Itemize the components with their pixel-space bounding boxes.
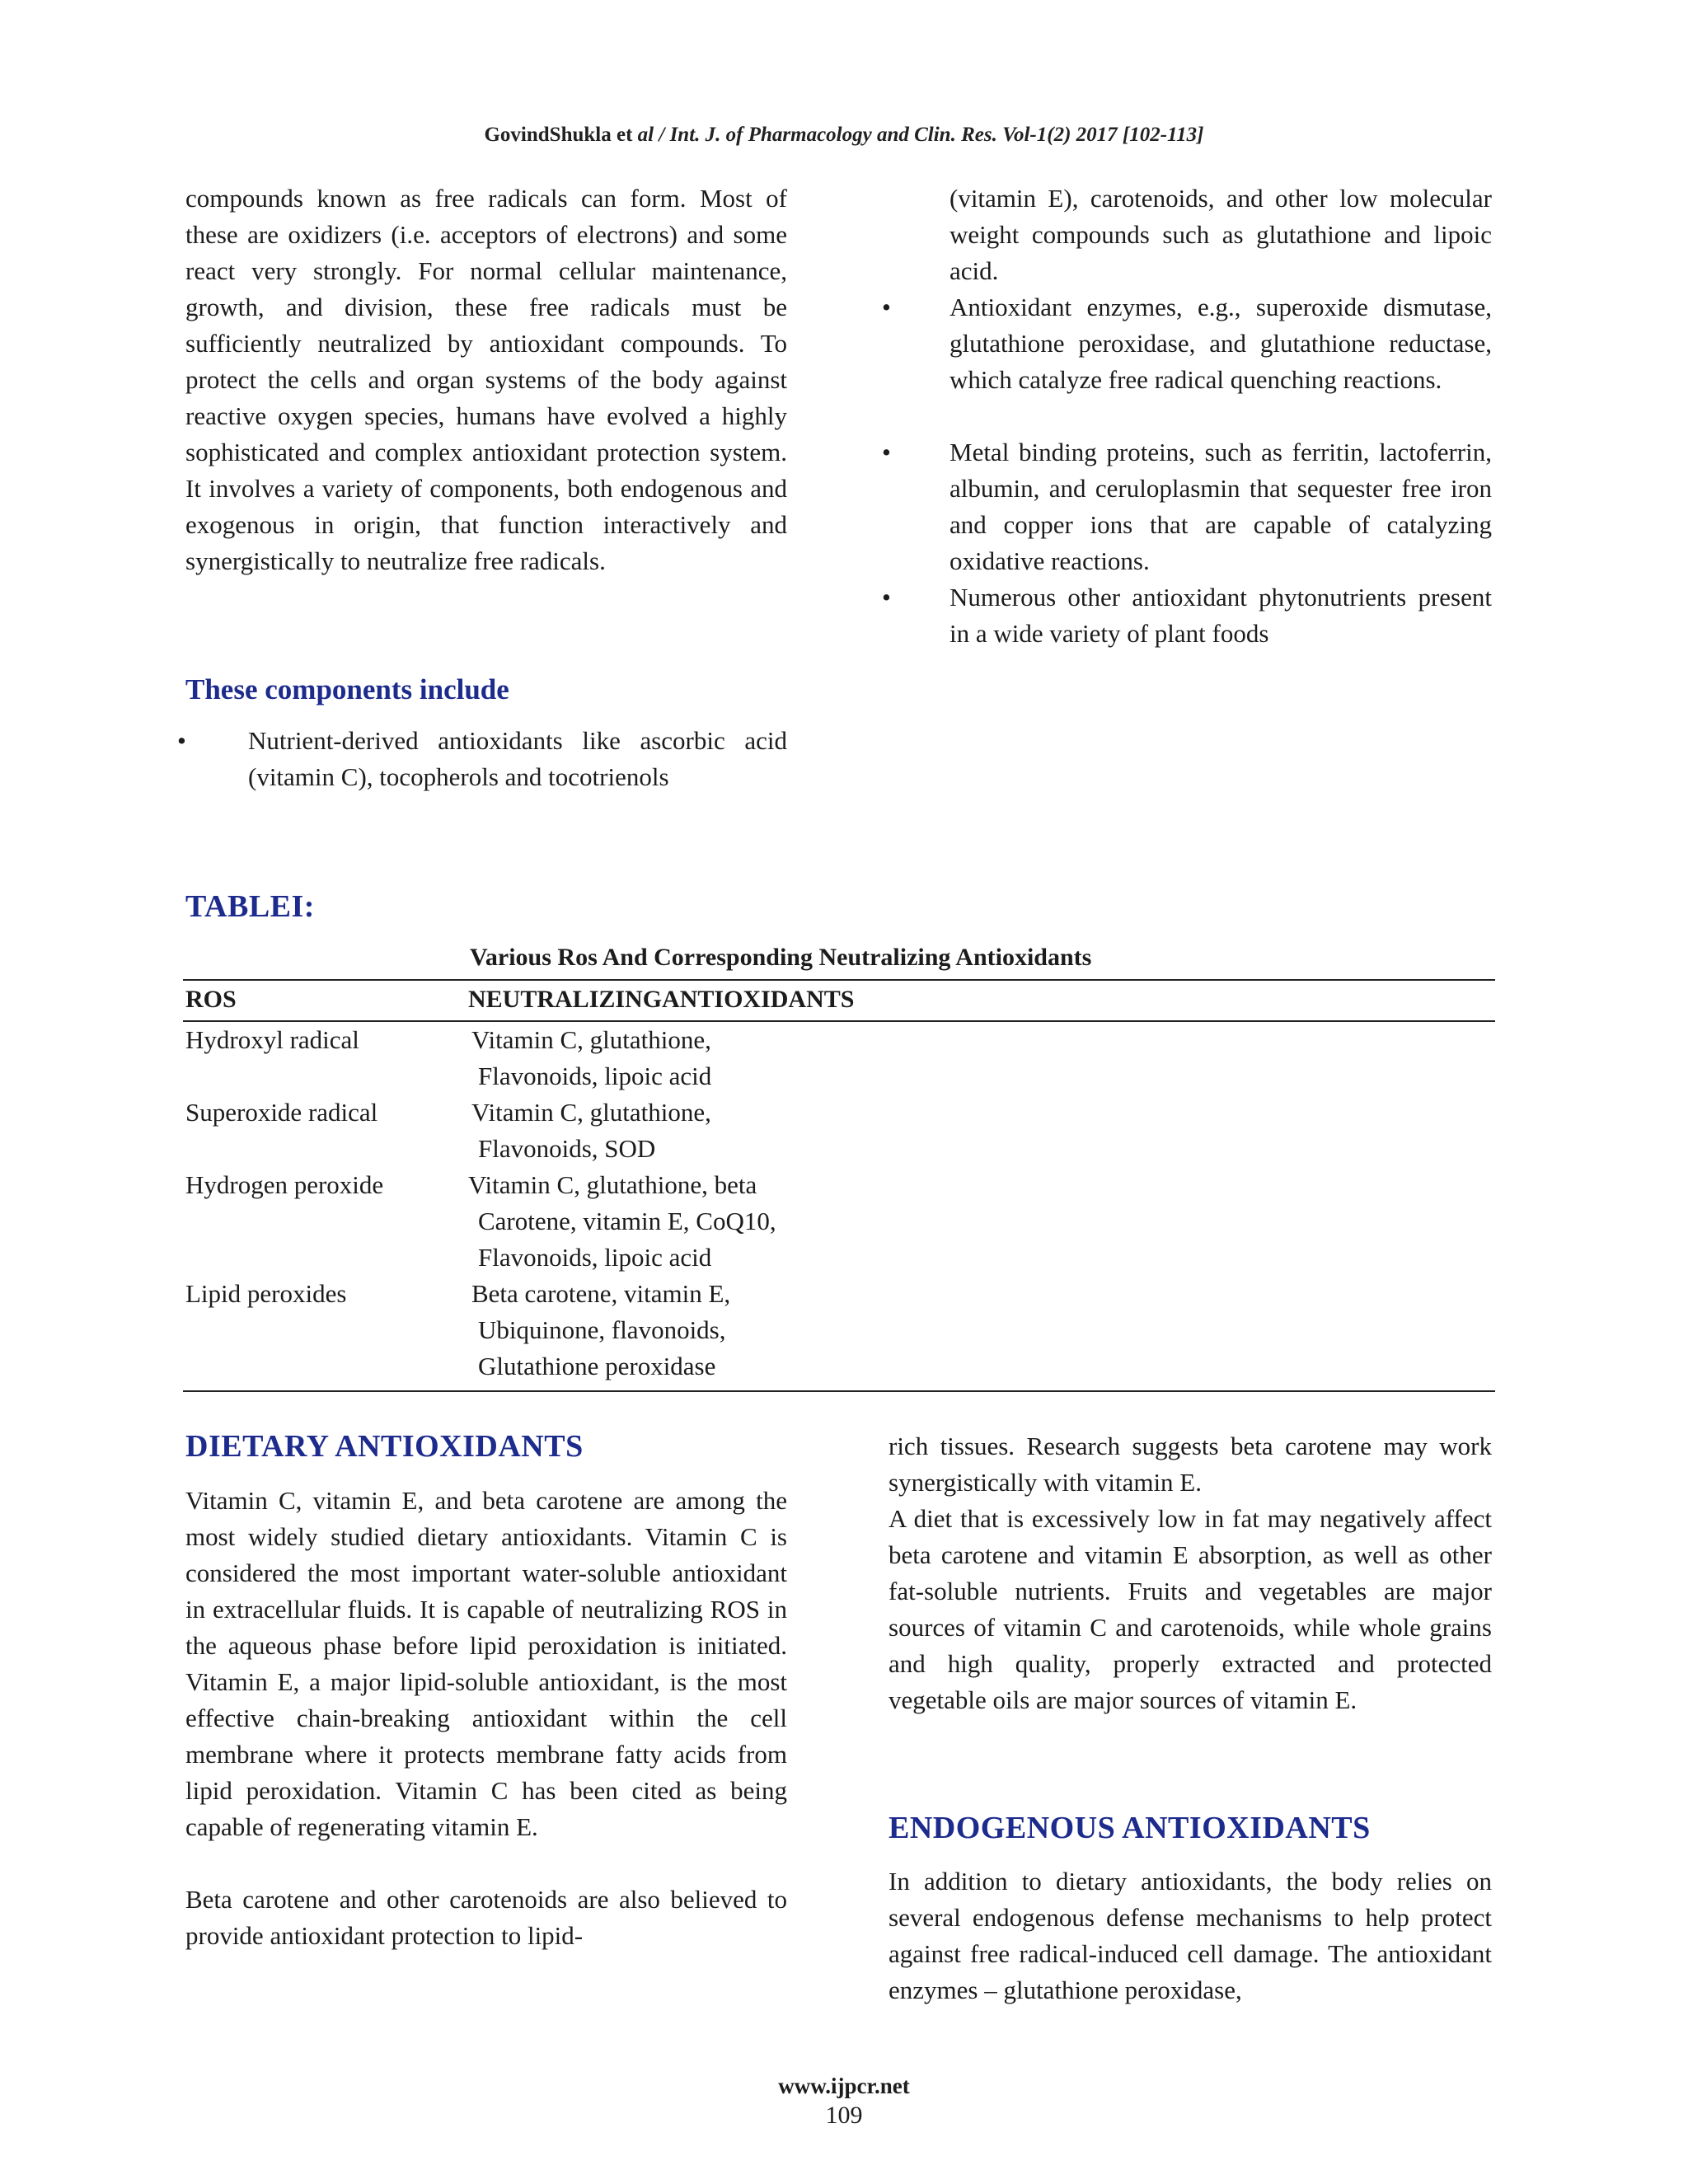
table-cell-antioxidant-line: Glutathione peroxidase [478,1352,716,1380]
dietary-paragraph-2: Beta carotene and other carotenoids are also believed to provide antioxidant protection to lipid- [185,1885,787,1950]
table-cell-antioxidant-line: Ubiquinone, flavonoids, [478,1315,726,1344]
table-cell-antioxidant-line: Beta carotene, vitamin E, [471,1279,731,1308]
intro-paragraph: compounds known as free radicals can form. Most of these are oxidizers (i.e. acceptors of electrons) and some react very strongly. For normal cellular maintenance, growth, and division, these free radicals must be sufficiently neutralized by antioxidant compounds. To protect the cells and organ systems of the body against reactive oxygen species, humans have evolved a highly sophisticated and complex antioxidant protection system. It involves a variety of components, both endogenous and exogenous in origin, that function interactively and synergistically to neutralize free radicals. [185,184,787,575]
bullet-text: Nutrient-derived antioxidants like ascorbic acid (vitamin C), tocopherols and tocotrienols [248,726,787,791]
bullet-text: Antioxidant enzymes, e.g., superoxide dismutase, glutathione peroxidase, and glutathione reductase, which catalyze free radical quenching reactions. [950,293,1492,394]
bullet-icon: • [882,583,891,612]
page-number: 109 [825,2102,863,2129]
bullet-antioxidant-enzymes [882,289,1492,398]
running-header [0,124,1688,147]
bullet-phytonutrients [882,579,1492,652]
table-cell-antioxidant-line: Vitamin C, glutathione, [471,1025,711,1054]
table-cell-antioxidant-line: Flavonoids, lipoic acid [478,1243,712,1272]
table-cell-antioxidant-line: Flavonoids, SOD [478,1134,656,1163]
table-top-rule [183,979,1495,981]
header-authors: GovindShukla et [484,124,638,146]
table-cell-antioxidant-line: Vitamin C, glutathione, beta [468,1170,757,1199]
table-cell-antioxidant-line: Vitamin C, glutathione, [471,1098,711,1127]
table-header-rule [183,1020,1495,1022]
dietary-right-paragraph-1: rich tissues. Research suggests beta carotene may work synergistically with vitamin E. [889,1432,1492,1497]
table-cell-ros: Hydroxyl radical [185,1025,359,1054]
dietary-heading: DIETARY ANTIOXIDANTS [185,1429,584,1464]
table-header-antioxidants: NEUTRALIZINGANTIOXIDANTS [468,986,855,1013]
dietary-right-paragraph-2: A diet that is excessively low in fat may negatively affect beta carotene and vitamin E absorption, as well as other fat-soluble nutrients. Fruits and vegetables are major sources of vitamin C and carotenoids, while whole grains and high quality, properly extracted and protected vegetable oils are major sources of vitamin E. [889,1504,1492,1714]
table-title: Various Ros And Corresponding Neutralizing Antioxidants [470,944,1092,971]
footer-url: www.ijpcr.net [778,2074,910,2098]
table-cell-ros: Lipid peroxides [185,1279,347,1308]
table-cell-antioxidant-line: Flavonoids, lipoic acid [478,1062,712,1090]
bullet-icon: • [882,293,891,321]
bullet-icon: • [177,726,186,755]
table-header-ros: ROS [185,986,237,1013]
endogenous-paragraph: In addition to dietary antioxidants, the body relies on several endogenous defense mechanisms to help protect against free radical-induced cell damage. The antioxidant enzymes – glutathione peroxidase, [889,1867,1492,2004]
table-bottom-rule [183,1390,1495,1392]
right-continuation: (vitamin E), carotenoids, and other low molecular weight compounds such as glutathione and lipoic acid. [950,184,1492,285]
header-journal: / Int. J. of Pharmacology and Clin. Res. Vol-1(2) 2017 [102-113] [654,124,1204,146]
bullet-metal-binding-proteins [882,434,1492,579]
bullet-icon: • [882,438,891,466]
components-heading: These components include [185,673,509,705]
bullet-text: Metal binding proteins, such as ferritin, lactoferrin, albumin, and ceruloplasmin that sequester free iron and copper ions that are capable of catalyzing oxidative reactions. [950,438,1492,575]
header-al: al [637,124,654,146]
table-cell-ros: Superoxide radical [185,1098,378,1127]
bullet-nutrient-antioxidants [177,723,787,795]
endogenous-heading: ENDOGENOUS ANTIOXIDANTS [889,1811,1371,1845]
table-cell-ros: Hydrogen peroxide [185,1170,384,1199]
bullet-text: Numerous other antioxidant phytonutrients present in a wide variety of plant foods [950,583,1492,648]
table-label: TABLEI: [185,889,315,924]
dietary-paragraph-1: Vitamin C, vitamin E, and beta carotene are among the most widely studied dietary antioxidants. Vitamin C is considered the most important water-soluble antioxidant in extracellular fluids. It is capable of neutralizing ROS in the aqueous phase before lipid peroxidation is initiated. Vitamin E, a major lipid-soluble antioxidant, is the most effective chain-breaking antioxidant within the cell membrane where it protects membrane fatty acids from lipid peroxidation. Vitamin C has been cited as being capable of regenerating vitamin E. [185,1486,787,1841]
table-cell-antioxidant-line: Carotene, vitamin E, CoQ10, [478,1207,776,1235]
